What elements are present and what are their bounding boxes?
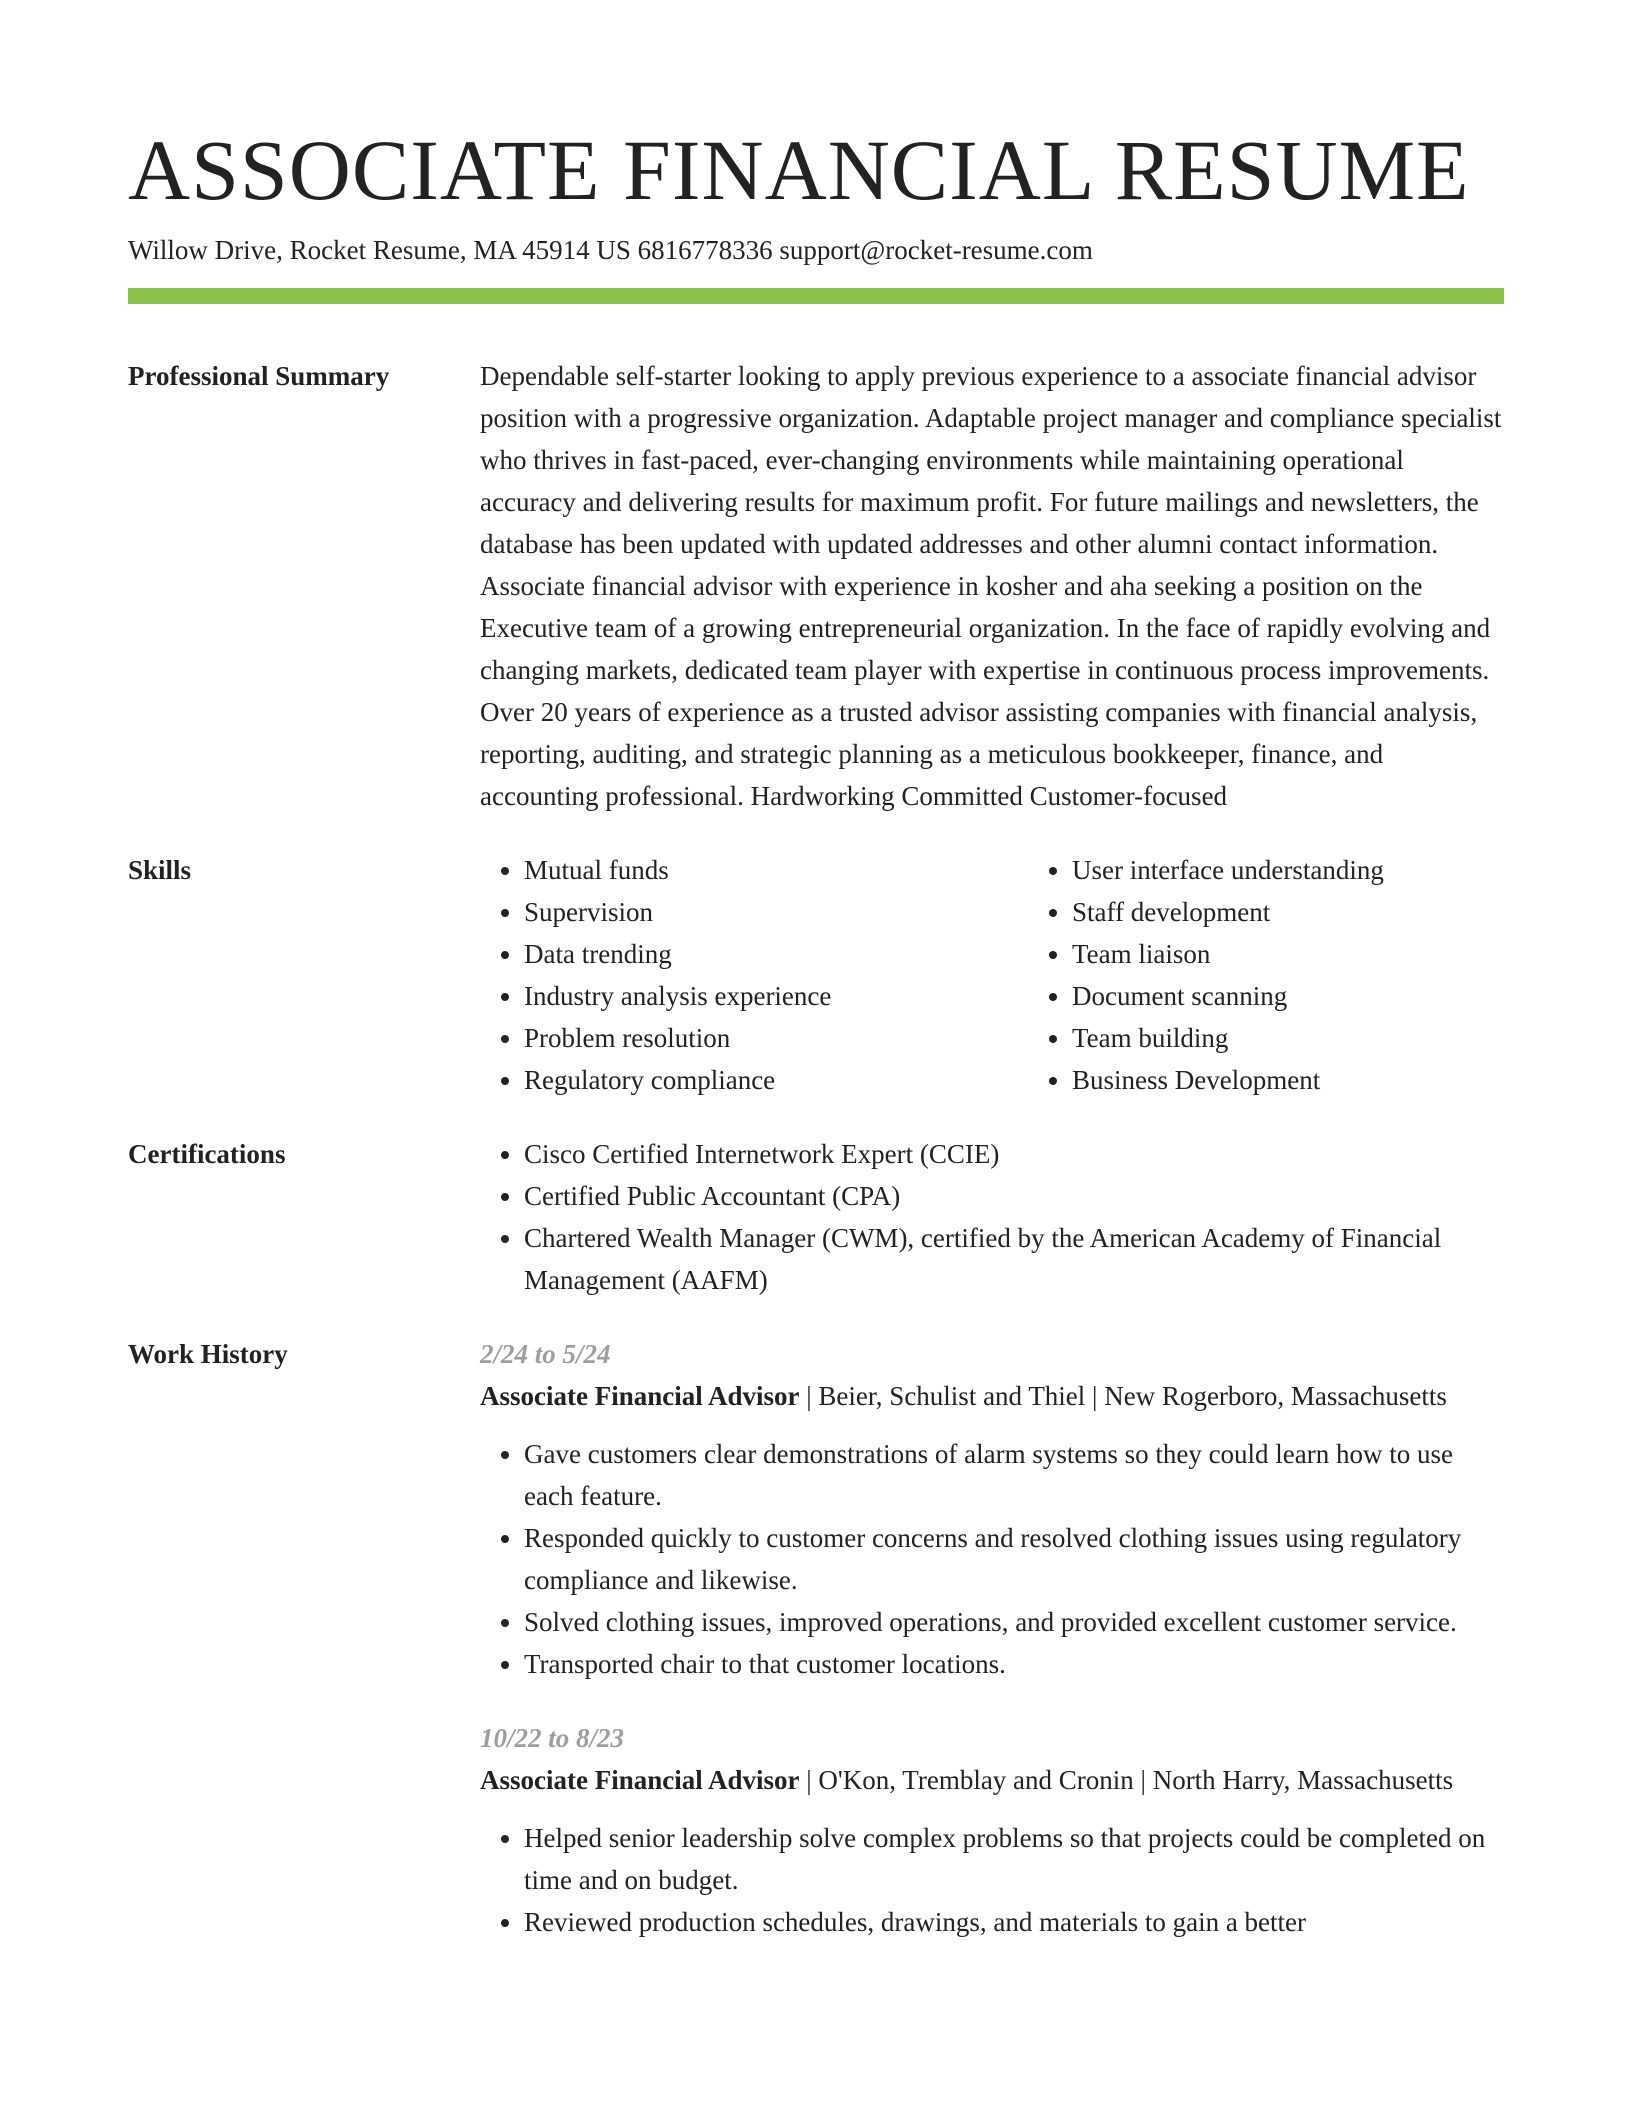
- resume-page: [128, 118, 1504, 1943]
- skill-item: • Regulatory compliance: [524, 1059, 1028, 1101]
- certification-item: • Chartered Wealth Manager (CWM), certified by the American Academy of Financial Management (AAFM): [524, 1217, 1504, 1301]
- section-label-certifications: Certifications: [128, 1139, 286, 1169]
- section-label-summary: Professional Summary: [128, 361, 390, 391]
- skills-list-left: [480, 849, 1028, 1101]
- professional-summary-section: [128, 355, 1504, 817]
- contact-line: Willow Drive, Rocket Resume, MA 45914 US 6816778336 support@rocket-resume.com: [128, 235, 1093, 265]
- skill-item: • Team building: [1072, 1017, 1576, 1059]
- skill-item: • Industry analysis experience: [524, 975, 1028, 1017]
- job-bullet: • Gave customers clear demonstrations of alarm systems so they could learn how to use each feature.: [524, 1433, 1504, 1517]
- job-bullet: • Reviewed production schedules, drawings, and materials to gain a better: [524, 1901, 1504, 1943]
- job-heading: [480, 1759, 1504, 1801]
- job-bullet: • Responded quickly to customer concerns and resolved clothing issues using regulatory compliance and likewise.: [524, 1517, 1504, 1601]
- job-bullet: • Transported chair to that customer locations.: [524, 1643, 1504, 1685]
- accent-divider: [128, 288, 1504, 304]
- job-bullets: [480, 1817, 1504, 1943]
- skills-section: [128, 849, 1504, 1101]
- skill-item: • Document scanning: [1072, 975, 1576, 1017]
- job-dates: 10/22 to 8/23: [480, 1723, 625, 1753]
- job-details: | Beier, Schulist and Thiel | New Rogerboro, Massachusetts: [799, 1381, 1447, 1411]
- skill-item: • Team liaison: [1072, 933, 1576, 975]
- job-entry: [480, 1333, 1504, 1685]
- job-title: Associate Financial Advisor: [480, 1765, 800, 1795]
- job-bullet: • Helped senior leadership solve complex problems so that projects could be completed on time and on budget.: [524, 1817, 1504, 1901]
- job-heading: [480, 1375, 1504, 1417]
- skill-item: • User interface understanding: [1072, 849, 1576, 891]
- skill-item: • Supervision: [524, 891, 1028, 933]
- certification-item: • Certified Public Accountant (CPA): [524, 1175, 1504, 1217]
- skill-item: • Staff development: [1072, 891, 1576, 933]
- certifications-section: [128, 1133, 1504, 1301]
- job-title: Associate Financial Advisor: [480, 1381, 800, 1411]
- certifications-list: [480, 1133, 1504, 1301]
- job-details: | O'Kon, Tremblay and Cronin | North Harry, Massachusetts: [799, 1765, 1454, 1795]
- job-entry: [480, 1717, 1504, 1943]
- skill-item: • Business Development: [1072, 1059, 1576, 1101]
- section-label-skills: Skills: [128, 855, 192, 885]
- skill-item: • Problem resolution: [524, 1017, 1028, 1059]
- skill-item: • Mutual funds: [524, 849, 1028, 891]
- certification-item: • Cisco Certified Internetwork Expert (CCIE): [524, 1133, 1504, 1175]
- resume-title: ASSOCIATE FINANCIAL RESUME: [128, 122, 1470, 218]
- job-bullet: • Solved clothing issues, improved operations, and provided excellent customer service.: [524, 1601, 1504, 1643]
- job-dates: 2/24 to 5/24: [480, 1339, 611, 1369]
- skill-item: • Data trending: [524, 933, 1028, 975]
- work-history-section: [128, 1333, 1504, 1943]
- section-label-work-history: Work History: [128, 1339, 288, 1369]
- skills-list-right: [1028, 849, 1576, 1101]
- summary-text: Dependable self-starter looking to apply previous experience to a associate financial advisor position with a progressive organization. Adaptable project manager and compliance specialist who thrives in fast-paced, ever-changing environments while maintaining operational accuracy and delivering results for maximum profit. For future mailings and newsletters, the database has been updated with updated addresses and other alumni contact information. Associate financial advisor with experience in kosher and aha seeking a position on the Executive team of a growing entrepreneurial organization. In the face of rapidly evolving and changing markets, dedicated team player with expertise in continuous process improvements. Over 20 years of experience as a trusted advisor assisting companies with financial analysis, reporting, auditing, and strategic planning as a meticulous bookkeeper, finance, and accounting professional. Hardworking Committed Customer-focused: [480, 361, 1502, 811]
- job-bullets: [480, 1433, 1504, 1685]
